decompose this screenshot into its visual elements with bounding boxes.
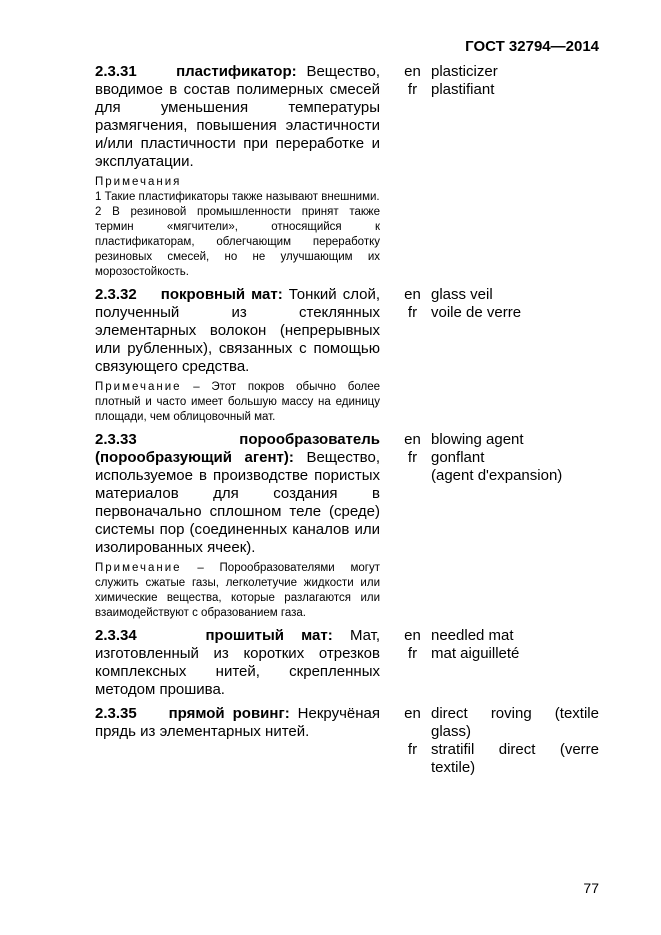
term-number: 2.3.35	[95, 705, 137, 722]
definition	[95, 627, 380, 699]
language-codes	[394, 286, 431, 425]
term-entry-2-3-33	[95, 431, 599, 621]
definition	[95, 286, 380, 376]
lang-en: en	[404, 431, 421, 448]
lang-fr: fr	[407, 449, 418, 466]
term-fr: gonflant	[431, 449, 485, 466]
term-fr: mat aiguilleté	[431, 645, 520, 662]
term-entry-2-3-32	[95, 286, 599, 425]
term-title: покровный мат:	[160, 286, 283, 303]
lang-fr: fr	[407, 81, 418, 98]
equivalent-terms	[431, 627, 599, 699]
language-codes	[394, 431, 431, 621]
term-entry-2-3-34	[95, 627, 599, 699]
note-label: Примечания	[95, 176, 182, 188]
lang-fr: fr	[407, 645, 418, 662]
note-label: Примечание	[95, 562, 182, 574]
note-block	[95, 175, 380, 280]
note-block	[95, 380, 380, 425]
note-block	[95, 561, 380, 621]
term-entry-2-3-31	[95, 63, 599, 280]
language-codes	[394, 63, 431, 280]
term-entry-2-3-35	[95, 705, 599, 777]
definition-text: Вещество, используемое в производстве пористых материалов для создания в первоначально сплошном теле (среде) системы пор (соединенных каналов или изолированных ячеек).	[95, 449, 380, 556]
definition-text: Тонкий слой, полученный из стеклянных элементарных волокон (непрерывных или рубленных), связанных с помощью связующего средства.	[95, 286, 381, 375]
term-en-line1: direct roving (textile	[431, 705, 599, 722]
term-en: plasticizer	[431, 63, 498, 80]
term-fr: voile de verre	[431, 304, 522, 321]
term-number: 2.3.34	[95, 627, 137, 644]
term-title: прошитый мат:	[205, 627, 333, 644]
page-number: 77	[583, 880, 599, 896]
definition	[95, 431, 380, 557]
equivalent-terms	[431, 705, 599, 777]
lang-en: en	[404, 705, 421, 722]
term-number: 2.3.33	[95, 431, 137, 448]
definition-text: Вещество, вводимое в состав полимерных смесей для уменьшения температуры размягчения, повышения эластичности и/или пластичности при переработке и эксплуатации.	[95, 63, 380, 170]
term-en: blowing agent	[431, 431, 524, 448]
term-title: пластификатор:	[176, 63, 297, 80]
note-text: – Этот покров обычно более плотный и часто имеет большую массу на единицу площади, чем облицовочный мат.	[95, 381, 380, 423]
term-number: 2.3.31	[95, 63, 137, 80]
note-text: – Порообразователями могут служить сжатые газы, легколетучие жидкости или химические вещества, которые разлагаются или взаимодействуют с образованием газа.	[95, 562, 380, 619]
language-codes	[394, 705, 431, 777]
equivalent-terms	[431, 286, 599, 425]
definition	[95, 63, 380, 171]
definition	[95, 705, 380, 741]
lang-en: en	[404, 63, 421, 80]
definition-text: Мат, изготовленный из коротких отрезков комплексных нитей, скрепленных методом прошива.	[95, 627, 381, 698]
lang-en: en	[404, 627, 421, 644]
language-codes	[394, 627, 431, 699]
term-en-line2: glass)	[431, 723, 472, 740]
term-fr: plastifiant	[431, 81, 495, 98]
term-fr-alt: (agent d'expansion)	[431, 467, 563, 484]
term-en: needled mat	[431, 627, 514, 644]
note-label: Примечание	[95, 381, 182, 393]
term-title: порообразователь (порообразующий агент):	[95, 431, 380, 466]
term-number: 2.3.32	[95, 286, 137, 303]
definition-text: Некручёная прядь из элементарных нитей.	[95, 705, 380, 740]
page-header-standard: ГОСТ 32794—2014	[465, 38, 599, 55]
equivalent-terms	[431, 431, 599, 621]
term-fr-line2: textile)	[431, 759, 476, 776]
term-en: glass veil	[431, 286, 493, 303]
note-text: 2 В резиновой промышленности принят также термин «мягчители», относящийся к пластификаторам, облегчающим переработку резиновых смесей, но не улучшающим их морозостойкость.	[95, 206, 380, 278]
equivalent-terms	[431, 63, 599, 280]
lang-en: en	[404, 286, 421, 303]
term-entries	[95, 63, 599, 783]
term-title: прямой ровинг:	[168, 705, 290, 722]
lang-fr: fr	[407, 741, 418, 758]
lang-fr: fr	[407, 304, 418, 321]
term-fr-line1: stratifil direct (verre	[431, 741, 599, 758]
note-text: 1 Такие пластификаторы также называют внешними.	[95, 191, 380, 203]
